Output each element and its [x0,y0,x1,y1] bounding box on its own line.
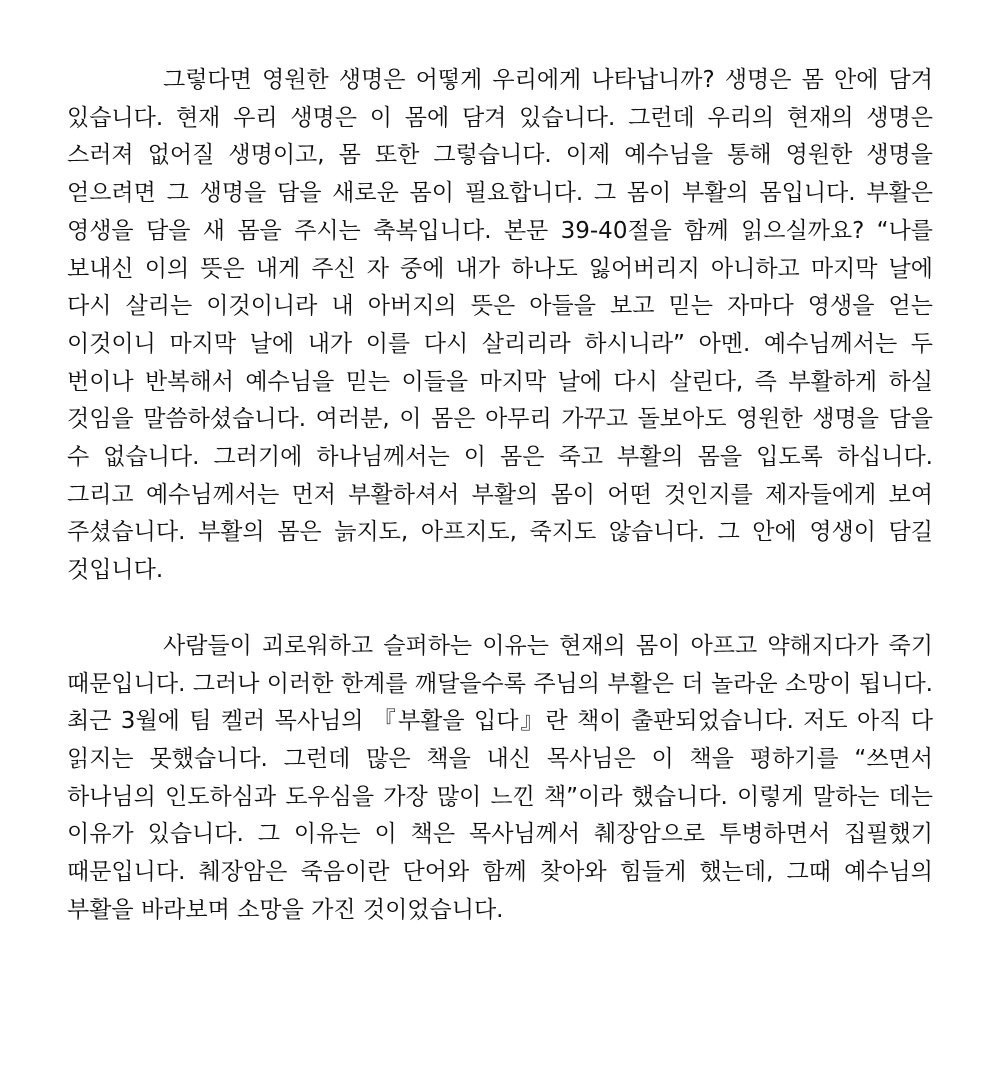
paragraph-2: 사람들이 괴로워하고 슬퍼하는 이유는 현재의 몸이 아프고 약해지다가 죽기 때문입니다. 그러나 이러한 한계를 깨달을수록 주님의 부활은 더 놀라운 소망이 됩니다. 최근 3월에 팀 켈러 목사님의 『부활을 입다』란 책이 출판되었습니다. 저도 아직 다 읽지는 못했습니다. 그런데 많은 책을 내신 목사님은 이 책을 평하기를 “쓰면서 하나님의 인도하심과 도우심을 가장 많이 느낀 책”이라 했습니다. 이렇게 말하는 데는 이유가 있습니다. 그 이유는 이 책은 목사님께서 췌장암으로 투병하면서 집필했기 때문입니다. 췌장암은 죽음이란 단어와 함께 찾아와 힘들게 했는데, 그때 예수님의 부활을 바라보며 소망을 가진 것이었습니다. [67,632,933,923]
document-page [67,62,933,929]
paragraph-1: 그렇다면 영원한 생명은 어떻게 우리에게 나타납니까? 생명은 몸 안에 담겨 있습니다. 현재 우리 생명은 이 몸에 담겨 있습니다. 그런데 우리의 현재의 생명은 스러져 없어질 생명이고, 몸 또한 그렇습니다. 이제 예수님을 통해 영원한 생명을 얻으려면 그 생명을 담을 새로운 몸이 필요합니다. 그 몸이 부활의 몸입니다. 부활은 영생을 담을 새 몸을 주시는 축복입니다. 본문 39-40절을 함께 읽으실까요? “나를 보내신 이의 뜻은 내게 주신 자 중에 내가 하나도 잃어버리지 아니하고 마지막 날에 다시 살리는 이것이니라 내 아버지의 뜻은 아들을 보고 믿는 자마다 영생을 얻는 이것이니 마지막 날에 내가 이를 다시 살리리라 하시니라” 아멘. 예수님께서는 두 번이나 반복해서 예수님을 믿는 이들을 마지막 날에 다시 살린다, 즉 부활하게 하실 것임을 말씀하셨습니다. 여러분, 이 몸은 아무리 가꾸고 돌보아도 영원한 생명을 담을 수 없습니다. 그러기에 하나님께서는 이 몸은 죽고 부활의 몸을 입도록 하십니다. 그리고 예수님께서는 먼저 부활하셔서 부활의 몸이 어떤 것인지를 제자들에게 보여 주셨습니다. 부활의 몸은 늙지도, 아프지도, 죽지도 않습니다. 그 안에 영생이 담길 것입니다. [67,67,933,584]
